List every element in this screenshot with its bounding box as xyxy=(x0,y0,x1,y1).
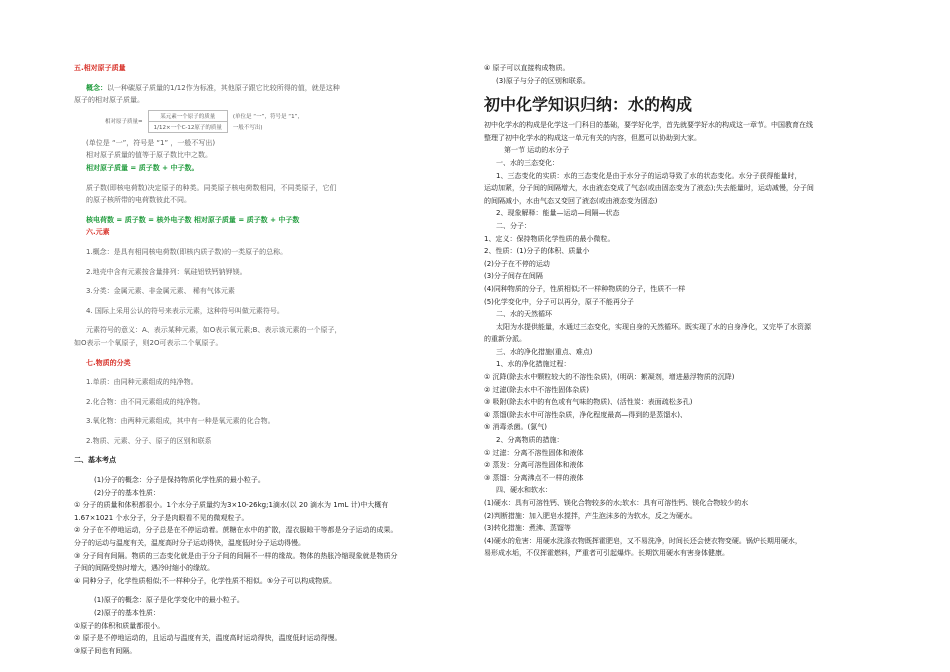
element-item-2: 2.地壳中含有元素按含量排列：氧硅铝铁钙钠钾镁。 xyxy=(86,267,247,276)
molecule-line-7: ③ 分子间有间隔。物质的三态变化就是由于分子间的间隔不一样的缘故。物体的热胀冷缩现象就是物质分 xyxy=(74,551,398,560)
atom-line-7: (3)原子与分子的区别和联系。 xyxy=(496,76,590,85)
atom-line-4: ② 原子是不停地运动的，且运动与温度有关，温度高时运动得快，温度低时运动得慢。 xyxy=(74,634,342,643)
element-item-1: 1.概念：是具有相同核电荷数(即核内质子数)的一类原子的总称。 xyxy=(86,247,288,256)
table-note-a: (单位是 “一”，符号是 “1”， xyxy=(232,113,303,120)
intro-line-2: 整理了初中化学水的构成这一单元有关的内容，但愿可以协助到大家。 xyxy=(484,133,701,142)
table-denominator: 1/12×一个C-12原子的质量 xyxy=(148,121,227,132)
molecule-line-2: (2)分子的基本性质： xyxy=(94,488,160,497)
atom-line-2: (2)原子的基本性质： xyxy=(94,609,160,617)
water-line-15: 的重新分派。 xyxy=(484,335,526,344)
water-line-30: (3)转化措施：煮沸、蒸馏等 xyxy=(484,524,571,533)
water-line-4: 的间隔减小，水由气态又变回了液态(或由液态变为固态) xyxy=(484,196,658,205)
water-line-24: ① 过滤：分离不溶性固体和液体 xyxy=(484,448,584,457)
formula-1: 相对原子质量 = 质子数 + 中子数。 xyxy=(86,163,199,172)
intro-line-1: 初中化学水的构成是化学这一门科目的基础，要学好化学，首先就要学好水的构成这一章节。中国教育在线 xyxy=(484,121,813,130)
atom-line-1: (1)原子的概念：原子是化学变化中的最小粒子。 xyxy=(94,596,244,605)
water-line-29: (2)判断措施：加入肥皂水搅拌，产生泡沫多的为软水，反之为硬水。 xyxy=(484,511,697,520)
molecule-line-9: ④ 同种分子，化学性质相似;不一样种分子，化学性质不相似。⑤分子可以构成物质。 xyxy=(74,576,337,585)
water-line-27: 四、硬水和软水： xyxy=(496,486,552,495)
water-line-13: 二、水的天然循环 xyxy=(496,310,552,319)
concept-line xyxy=(74,82,454,95)
water-line-18: ① 沉降(除去水中颗粒较大的不溶性杂质)，(明矾：絮凝剂，增进悬浮物质的沉降) xyxy=(484,373,735,382)
table-label: 相对原子质量= xyxy=(105,119,143,126)
molecule-line-4: 1.67×1021 个水分子，分子是肉眼看不见的微观粒子。 xyxy=(74,513,249,522)
molecule-line-3: ① 分子的质量和体积都很小。1个水分子质量约为3×10-26kg;1滴水(以 20 滴水为 1mL 计)中大概有 xyxy=(74,501,389,510)
water-line-23: 2、分离物质的措施： xyxy=(496,436,564,445)
molecule-line-5: ② 分子在不停地运动，分子总是在不停运动着。蔗糖在水中的扩散，湿衣服晾干等都是分子运动的成果。 xyxy=(74,526,398,535)
water-line-3: 运动加紧，分子间的间隔增大，水由液态变成了气态(或由固态变为了液态);失去能量时，运动减慢，分子间 xyxy=(484,184,814,193)
water-line-5: 2、现象解释：能量—运动—间隔—状态 xyxy=(496,209,620,218)
molecule-line-8: 子间的间隔受热时增大，遇冷时缩小的缘故。 xyxy=(74,564,214,573)
water-line-1: 一、水的三态变化： xyxy=(496,158,559,167)
section-6-title: 六.元素 xyxy=(86,228,110,237)
molecule-line-6: 分子的运动与温度有关，温度高时分子运动得快，温度低时分子运动得慢。 xyxy=(74,539,305,548)
water-line-20: ③ 吸附(除去水中的有色或有气味的物质)、(活性炭：表面疏松多孔) xyxy=(484,398,693,407)
water-line-28: (1)硬水：具有可溶性钙、镁化合物较多的水;软水：具有可溶性钙、镁化合物较少的水 xyxy=(484,499,749,507)
basics-heading: 二、基本考点 xyxy=(74,456,116,465)
concept-text-2: 原子的相对原子质量。 xyxy=(74,96,144,105)
class-item-1: 1.单质：由同种元素组成的纯净物。 xyxy=(86,378,198,387)
water-line-14: 太阳为水提供能量，水通过三态变化，实现自身的天然循环。既实现了水的自身净化，又完毕了水资源 xyxy=(496,322,811,331)
water-line-9: (2)分子在不停的运动 xyxy=(484,259,550,268)
section-5-title: 五.相对原子质量 xyxy=(74,64,126,72)
water-line-7: 1、定义：保持物质化学性质的最小微粒。 xyxy=(484,234,615,243)
atom-line-3: ①原子的体积和质量都很小。 xyxy=(74,621,165,630)
right-column xyxy=(484,62,880,560)
section-1-heading: 第一节 运动的水分子 xyxy=(504,146,570,155)
concept-text: 以一种碳原子质量的1/12作为标准，其他原子跟它比较所得的值，就是这种 xyxy=(107,83,340,92)
relative-mass-table xyxy=(100,110,308,133)
water-line-25: ② 蒸发：分离可溶性固体和液体 xyxy=(484,461,584,470)
water-line-26: ③ 蒸馏：分离沸点不一样的液体 xyxy=(484,473,584,482)
table-numerator: 某元素一个原子的质量 xyxy=(148,110,227,121)
molecule-line-1: (1)分子的概念：分子是保持物质化学性质的最小粒子。 xyxy=(94,476,265,485)
atom-line-6: ④ 原子可以直接构成物质。 xyxy=(484,64,570,72)
page-title: 初中化学知识归纳：水的构成 xyxy=(484,95,693,115)
water-line-8: 2、性质：(1)分子的体积、质量小 xyxy=(484,247,590,256)
water-line-6: 二、分子： xyxy=(496,221,531,230)
element-symbol-1: 元素符号的意义：A、表示某种元素，如O表示氧元素;B、表示该元素的一个原子， xyxy=(86,326,342,335)
water-line-32: 易形成水垢，不仅挥霍燃料，严重者可引起爆炸。长期饮用硬水有害身体健康。 xyxy=(484,549,729,558)
unit-note: (单位是 “一”，符号是 “1” ，一般不写出) xyxy=(86,138,216,147)
water-line-12: (5)化学变化中，分子可以再分，原子不能再分子 xyxy=(484,297,634,306)
table-note-b: 一般不写出) xyxy=(232,124,263,131)
atom-line-5: ③原子间也有间隔。 xyxy=(74,646,137,655)
class-item-2: 2.化合物：由不同元素组成的纯净物。 xyxy=(86,397,205,406)
element-item-4: 4. 国际上采用公认的符号来表示元素，这种符号叫做元素符号。 xyxy=(86,306,284,315)
section-7-title: 七.物质的分类 xyxy=(86,358,131,367)
water-line-22: ⑤ 消毒杀菌。(氯气) xyxy=(484,423,547,432)
water-line-17: 1、水的净化措施过程： xyxy=(496,360,571,369)
water-line-16: 三、水的净化措施(重点、难点) xyxy=(496,347,593,356)
class-item-3: 3.氧化物：由两种元素组成，其中有一种是氧元素的化合物。 xyxy=(86,417,275,426)
element-symbol-2: 如O表示一个氧原子，则2O可表示二个氧原子。 xyxy=(74,338,223,347)
class-item-4: 2.物质、元素、分子、原子的区别和联系 xyxy=(86,436,212,445)
water-line-2: 1、三态变化的实质：水的三态变化是由于水分子的运动导致了水的状态变化。水分子获得能量时， xyxy=(496,171,802,180)
water-line-21: ④ 蒸馏(除去水中可溶性杂质，净化程度最高—得到的是蒸馏水)、 xyxy=(484,410,687,419)
mass-text-1: 质子数(即核电荷数)决定原子的种类。同类原子核电荷数相同，不同类原子，它们 xyxy=(86,183,337,192)
element-item-3: 3.分类：金属元素、非金属元素、 稀有气体元素 xyxy=(86,287,235,296)
concept-label: 概念： xyxy=(86,83,107,92)
water-line-10: (3)分子间存在间隔 xyxy=(484,272,543,281)
ratio-note: 相对原子质量的值等于原子数比中之数。 xyxy=(86,151,212,160)
water-line-11: (4)同种物质的分子，性质相似;不一样种物质的分子，性质不一样 xyxy=(484,284,686,293)
mass-text-2: 的原子核所带的电荷数彼此不同。 xyxy=(86,196,191,205)
water-line-19: ② 过滤(除去水中不溶性固体杂质) xyxy=(484,385,589,394)
left-column xyxy=(74,62,454,657)
formula-2: 核电荷数 = 质子数 = 核外电子数 相对原子质量 = 质子数 + 中子数 xyxy=(86,215,300,224)
water-line-31: (4)硬水的危害：用硬水洗涤衣物既挥霍肥皂，又不易洗净，时间长还会使衣物变硬。锅炉长期用硬水， xyxy=(484,536,802,545)
